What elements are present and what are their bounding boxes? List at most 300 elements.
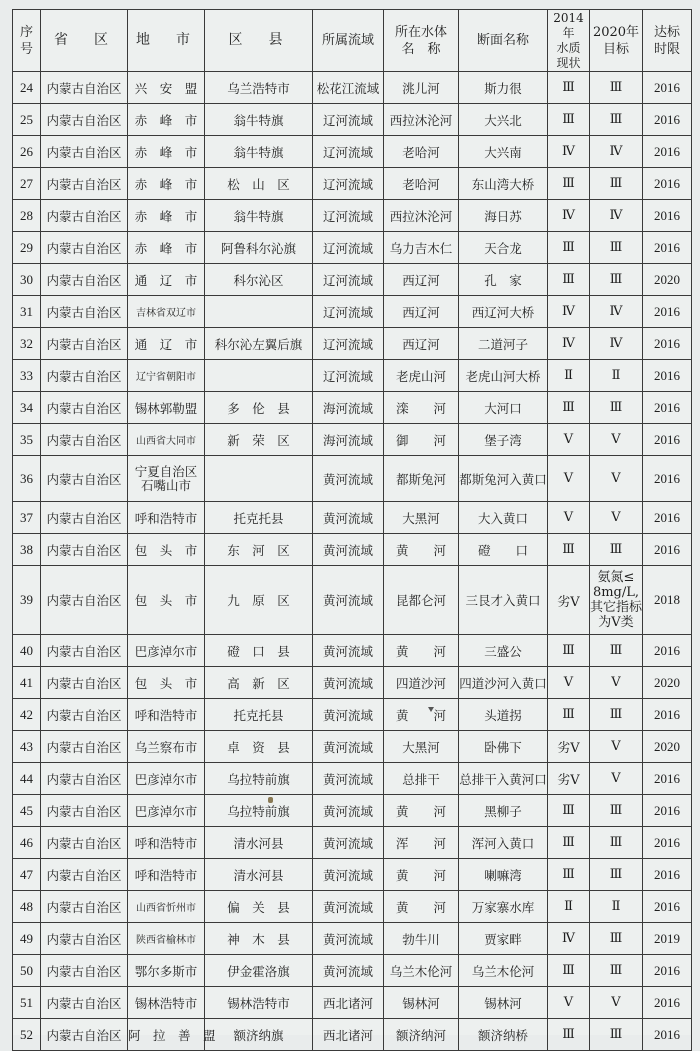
cell-basin: 黄河流域: [313, 699, 384, 731]
cell-basin: 辽河流域: [313, 360, 384, 392]
table-row: [13, 827, 692, 859]
table-row: [13, 955, 692, 987]
table-row: [13, 923, 692, 955]
cell-serial: 36: [13, 456, 41, 502]
cell-province: 内蒙古自治区: [41, 264, 128, 296]
cell-county: [205, 360, 313, 392]
cell-city: 呼和浩特市: [128, 699, 205, 731]
cell-status-2014: Ⅲ: [548, 232, 590, 264]
table-row: [13, 360, 692, 392]
cell-basin: 辽河流域: [313, 104, 384, 136]
cell-county: [205, 296, 313, 328]
cell-status-2014: Ⅲ: [548, 859, 590, 891]
cell-deadline: 2016: [643, 987, 692, 1019]
stain-mark: [268, 797, 273, 803]
cell-basin: 辽河流域: [313, 264, 384, 296]
cell-section: 海日苏: [459, 200, 548, 232]
cell-target-2020: 氨氮≤ 8mg/L, 其它指标 为Ⅴ类: [590, 566, 643, 635]
table-header-row: [13, 10, 692, 72]
cell-serial: 32: [13, 328, 41, 360]
header-basin: 所属流域: [313, 10, 384, 72]
cell-county: 翁牛特旗: [205, 104, 313, 136]
cell-county: 卓 资 县: [205, 731, 313, 763]
cell-county: 高 新 区: [205, 667, 313, 699]
cell-city: 山西省大同市: [128, 424, 205, 456]
cell-target-2020: Ⅴ: [590, 424, 643, 456]
cell-basin: 海河流域: [313, 424, 384, 456]
cell-section: 孔 家: [459, 264, 548, 296]
cell-city: 赤 峰 市: [128, 104, 205, 136]
cell-serial: 26: [13, 136, 41, 168]
table-row: [13, 795, 692, 827]
cell-deadline: 2016: [643, 955, 692, 987]
cell-water-body: 滦 河: [384, 392, 459, 424]
table-row: [13, 328, 692, 360]
cell-section: 万家寨水库: [459, 891, 548, 923]
cell-deadline: 2016: [643, 763, 692, 795]
cell-province: 内蒙古自治区: [41, 731, 128, 763]
cell-serial: 37: [13, 502, 41, 534]
cell-target-2020: Ⅴ: [590, 667, 643, 699]
cell-status-2014: Ⅲ: [548, 104, 590, 136]
cell-basin: 海河流域: [313, 392, 384, 424]
cell-city: 锡林浩特市: [128, 987, 205, 1019]
table-row: [13, 392, 692, 424]
cell-county: [205, 456, 313, 502]
cell-section: 三艮才入黄口: [459, 566, 548, 635]
cell-section: 堡子湾: [459, 424, 548, 456]
cell-basin: 黄河流域: [313, 502, 384, 534]
cell-deadline: 2020: [643, 264, 692, 296]
cell-target-2020: Ⅳ: [590, 296, 643, 328]
header-serial: 序 号: [13, 10, 41, 72]
cell-water-body: 黄 河: [384, 795, 459, 827]
table-row: [13, 232, 692, 264]
cell-county: 清水河县: [205, 859, 313, 891]
header-2020-target: 2020年 目标: [590, 10, 643, 72]
cell-status-2014: Ⅲ: [548, 72, 590, 104]
cell-status-2014: Ⅳ: [548, 136, 590, 168]
table-row: [13, 424, 692, 456]
cell-county: 阿鲁科尔沁旗: [205, 232, 313, 264]
cell-province: 内蒙古自治区: [41, 360, 128, 392]
cell-status-2014: Ⅱ: [548, 891, 590, 923]
cell-serial: 46: [13, 827, 41, 859]
cell-water-body: 大黑河: [384, 502, 459, 534]
cell-status-2014: Ⅳ: [548, 328, 590, 360]
water-quality-table: [12, 9, 692, 1051]
cell-serial: 44: [13, 763, 41, 795]
cell-target-2020: Ⅳ: [590, 136, 643, 168]
cell-water-body: 御 河: [384, 424, 459, 456]
table-row: [13, 72, 692, 104]
cell-deadline: 2016: [643, 1019, 692, 1051]
cell-basin: 黄河流域: [313, 731, 384, 763]
table-row: [13, 136, 692, 168]
header-section-name: 断面名称: [459, 10, 548, 72]
cell-deadline: 2016: [643, 392, 692, 424]
cell-target-2020: Ⅱ: [590, 360, 643, 392]
cell-city: 通 辽 市: [128, 264, 205, 296]
cell-deadline: 2016: [643, 328, 692, 360]
cell-water-body: 大黑河: [384, 731, 459, 763]
table-row: [13, 200, 692, 232]
cell-deadline: 2016: [643, 859, 692, 891]
cell-province: 内蒙古自治区: [41, 955, 128, 987]
cell-water-body: 黄 河: [384, 891, 459, 923]
cell-county: 托克托县: [205, 699, 313, 731]
cell-water-body: 乌兰木伦河: [384, 955, 459, 987]
cell-province: 内蒙古自治区: [41, 200, 128, 232]
cell-province: 内蒙古自治区: [41, 859, 128, 891]
cell-serial: 52: [13, 1019, 41, 1051]
table-row: [13, 296, 692, 328]
cell-county: 翁牛特旗: [205, 200, 313, 232]
cell-target-2020: Ⅲ: [590, 699, 643, 731]
cell-serial: 51: [13, 987, 41, 1019]
cell-water-body: 老哈河: [384, 168, 459, 200]
cell-city: 乌兰察布市: [128, 731, 205, 763]
cell-section: 锡林河: [459, 987, 548, 1019]
cell-province: 内蒙古自治区: [41, 1019, 128, 1051]
cell-serial: 45: [13, 795, 41, 827]
cell-section: 大兴南: [459, 136, 548, 168]
cell-serial: 43: [13, 731, 41, 763]
cell-status-2014: Ⅴ: [548, 987, 590, 1019]
cell-county: 九 原 区: [205, 566, 313, 635]
cell-section: 喇嘛湾: [459, 859, 548, 891]
cell-deadline: 2016: [643, 534, 692, 566]
cell-serial: 42: [13, 699, 41, 731]
ink-mark: [428, 707, 434, 712]
cell-basin: 黄河流域: [313, 635, 384, 667]
cell-water-body: 洮儿河: [384, 72, 459, 104]
cell-status-2014: Ⅲ: [548, 955, 590, 987]
cell-city: 通 辽 市: [128, 328, 205, 360]
cell-city: 宁夏自治区 石嘴山市: [128, 456, 205, 502]
cell-basin: 黄河流域: [313, 955, 384, 987]
cell-water-body: 黄 河: [384, 534, 459, 566]
cell-status-2014: 劣Ⅴ: [548, 763, 590, 795]
cell-section: 额济纳桥: [459, 1019, 548, 1051]
cell-city: 阿 拉 善 盟: [128, 1019, 205, 1051]
cell-deadline: 2016: [643, 232, 692, 264]
cell-basin: 辽河流域: [313, 168, 384, 200]
cell-target-2020: Ⅲ: [590, 72, 643, 104]
cell-status-2014: Ⅳ: [548, 296, 590, 328]
cell-section: 贾家畔: [459, 923, 548, 955]
cell-target-2020: Ⅲ: [590, 827, 643, 859]
cell-deadline: 2016: [643, 502, 692, 534]
cell-serial: 41: [13, 667, 41, 699]
cell-province: 内蒙古自治区: [41, 923, 128, 955]
cell-city: 山西省忻州市: [128, 891, 205, 923]
cell-target-2020: Ⅲ: [590, 635, 643, 667]
cell-target-2020: Ⅴ: [590, 731, 643, 763]
cell-deadline: 2016: [643, 827, 692, 859]
cell-serial: 29: [13, 232, 41, 264]
document-page: [12, 9, 691, 1043]
cell-county: 松 山 区: [205, 168, 313, 200]
cell-section: 老虎山河大桥: [459, 360, 548, 392]
cell-status-2014: Ⅳ: [548, 200, 590, 232]
cell-section: 西辽河大桥: [459, 296, 548, 328]
cell-county: 锡林浩特市: [205, 987, 313, 1019]
cell-section: 大入黄口: [459, 502, 548, 534]
cell-city: 陕西省榆林市: [128, 923, 205, 955]
cell-section: 二道河子: [459, 328, 548, 360]
cell-water-body: 西辽河: [384, 296, 459, 328]
cell-deadline: 2016: [643, 360, 692, 392]
cell-status-2014: Ⅲ: [548, 264, 590, 296]
table-row: [13, 763, 692, 795]
cell-water-body: 西拉沐沦河: [384, 104, 459, 136]
cell-province: 内蒙古自治区: [41, 296, 128, 328]
cell-serial: 35: [13, 424, 41, 456]
cell-target-2020: Ⅴ: [590, 456, 643, 502]
cell-basin: 西北诸河: [313, 1019, 384, 1051]
cell-province: 内蒙古自治区: [41, 987, 128, 1019]
cell-status-2014: Ⅴ: [548, 502, 590, 534]
cell-province: 内蒙古自治区: [41, 635, 128, 667]
cell-deadline: 2016: [643, 200, 692, 232]
cell-serial: 25: [13, 104, 41, 136]
header-water-body: 所在水体 名 称: [384, 10, 459, 72]
table-row: [13, 1019, 692, 1051]
cell-serial: 28: [13, 200, 41, 232]
cell-target-2020: Ⅴ: [590, 763, 643, 795]
cell-target-2020: Ⅴ: [590, 987, 643, 1019]
header-county: 区 县: [205, 10, 313, 72]
cell-basin: 黄河流域: [313, 667, 384, 699]
cell-status-2014: Ⅲ: [548, 168, 590, 200]
cell-serial: 27: [13, 168, 41, 200]
cell-water-body: 总排干: [384, 763, 459, 795]
cell-serial: 38: [13, 534, 41, 566]
cell-status-2014: Ⅲ: [548, 392, 590, 424]
cell-serial: 34: [13, 392, 41, 424]
cell-status-2014: Ⅲ: [548, 699, 590, 731]
cell-target-2020: Ⅲ: [590, 104, 643, 136]
cell-status-2014: 劣Ⅴ: [548, 566, 590, 635]
cell-county: 东 河 区: [205, 534, 313, 566]
cell-city: 巴彦淖尔市: [128, 763, 205, 795]
cell-target-2020: Ⅲ: [590, 392, 643, 424]
cell-province: 内蒙古自治区: [41, 566, 128, 635]
cell-province: 内蒙古自治区: [41, 763, 128, 795]
cell-province: 内蒙古自治区: [41, 795, 128, 827]
cell-province: 内蒙古自治区: [41, 232, 128, 264]
cell-target-2020: Ⅲ: [590, 232, 643, 264]
cell-province: 内蒙古自治区: [41, 534, 128, 566]
cell-county: 偏 关 县: [205, 891, 313, 923]
cell-section: 东山湾大桥: [459, 168, 548, 200]
cell-water-body: 都斯兔河: [384, 456, 459, 502]
cell-status-2014: Ⅴ: [548, 456, 590, 502]
cell-status-2014: Ⅱ: [548, 360, 590, 392]
cell-city: 鄂尔多斯市: [128, 955, 205, 987]
cell-city: 包 头 市: [128, 534, 205, 566]
cell-deadline: 2016: [643, 136, 692, 168]
cell-basin: 黄河流域: [313, 795, 384, 827]
cell-city: 呼和浩特市: [128, 827, 205, 859]
cell-target-2020: Ⅲ: [590, 955, 643, 987]
table-row: [13, 104, 692, 136]
cell-city: 包 头 市: [128, 566, 205, 635]
cell-province: 内蒙古自治区: [41, 699, 128, 731]
table-row: [13, 667, 692, 699]
cell-water-body: 锡林河: [384, 987, 459, 1019]
cell-deadline: 2016: [643, 891, 692, 923]
cell-target-2020: Ⅳ: [590, 328, 643, 360]
cell-section: 天合龙: [459, 232, 548, 264]
cell-target-2020: Ⅲ: [590, 168, 643, 200]
cell-water-body: 黄 河: [384, 859, 459, 891]
cell-serial: 31: [13, 296, 41, 328]
cell-section: 黑柳子: [459, 795, 548, 827]
cell-deadline: 2018: [643, 566, 692, 635]
cell-basin: 辽河流域: [313, 136, 384, 168]
cell-county: 伊金霍洛旗: [205, 955, 313, 987]
cell-target-2020: Ⅳ: [590, 200, 643, 232]
cell-province: 内蒙古自治区: [41, 891, 128, 923]
cell-target-2020: Ⅲ: [590, 264, 643, 296]
cell-basin: 辽河流域: [313, 232, 384, 264]
cell-status-2014: Ⅲ: [548, 534, 590, 566]
cell-province: 内蒙古自治区: [41, 72, 128, 104]
cell-water-body: 黄 河: [384, 635, 459, 667]
cell-status-2014: Ⅴ: [548, 424, 590, 456]
cell-target-2020: Ⅴ: [590, 502, 643, 534]
cell-target-2020: Ⅱ: [590, 891, 643, 923]
cell-basin: 辽河流域: [313, 328, 384, 360]
cell-target-2020: Ⅲ: [590, 923, 643, 955]
cell-serial: 50: [13, 955, 41, 987]
cell-basin: 黄河流域: [313, 891, 384, 923]
cell-city: 赤 峰 市: [128, 168, 205, 200]
cell-basin: 黄河流域: [313, 859, 384, 891]
cell-target-2020: Ⅲ: [590, 795, 643, 827]
cell-basin: 辽河流域: [313, 296, 384, 328]
cell-city: 巴彦淖尔市: [128, 635, 205, 667]
cell-water-body: 昆都仑河: [384, 566, 459, 635]
cell-city: 呼和浩特市: [128, 859, 205, 891]
cell-deadline: 2020: [643, 667, 692, 699]
cell-county: 磴 口 县: [205, 635, 313, 667]
cell-basin: 黄河流域: [313, 456, 384, 502]
cell-city: 包 头 市: [128, 667, 205, 699]
cell-deadline: 2019: [643, 923, 692, 955]
cell-county: 翁牛特旗: [205, 136, 313, 168]
cell-status-2014: Ⅳ: [548, 923, 590, 955]
table-row: [13, 502, 692, 534]
cell-county: 多 伦 县: [205, 392, 313, 424]
cell-basin: 黄河流域: [313, 566, 384, 635]
cell-section: 大兴北: [459, 104, 548, 136]
cell-province: 内蒙古自治区: [41, 104, 128, 136]
cell-target-2020: Ⅲ: [590, 859, 643, 891]
cell-county: 乌拉特前旗: [205, 795, 313, 827]
table-row: [13, 456, 692, 502]
cell-city: 赤 峰 市: [128, 136, 205, 168]
cell-water-body: 黄 河: [384, 699, 459, 731]
table-row: [13, 731, 692, 763]
cell-deadline: 2016: [643, 104, 692, 136]
cell-province: 内蒙古自治区: [41, 667, 128, 699]
cell-city: 吉林省双辽市: [128, 296, 205, 328]
cell-county: 新 荣 区: [205, 424, 313, 456]
header-province: 省 区: [41, 10, 128, 72]
cell-county: 乌拉特前旗: [205, 763, 313, 795]
cell-water-body: 乌力吉木仁: [384, 232, 459, 264]
cell-section: 三盛公: [459, 635, 548, 667]
cell-deadline: 2020: [643, 731, 692, 763]
cell-section: 磴 口: [459, 534, 548, 566]
table-row: [13, 264, 692, 296]
cell-province: 内蒙古自治区: [41, 502, 128, 534]
cell-status-2014: Ⅴ: [548, 667, 590, 699]
cell-province: 内蒙古自治区: [41, 168, 128, 200]
cell-deadline: 2016: [643, 699, 692, 731]
cell-county: 科尔沁左翼后旗: [205, 328, 313, 360]
table-row: [13, 168, 692, 200]
cell-basin: 黄河流域: [313, 534, 384, 566]
cell-basin: 黄河流域: [313, 763, 384, 795]
cell-serial: 40: [13, 635, 41, 667]
cell-target-2020: Ⅲ: [590, 534, 643, 566]
cell-water-body: 西拉沐沦河: [384, 200, 459, 232]
cell-basin: 黄河流域: [313, 923, 384, 955]
cell-county: 乌兰浩特市: [205, 72, 313, 104]
cell-province: 内蒙古自治区: [41, 827, 128, 859]
cell-province: 内蒙古自治区: [41, 136, 128, 168]
cell-city: 兴 安 盟: [128, 72, 205, 104]
cell-section: 大河口: [459, 392, 548, 424]
cell-section: 斯力很: [459, 72, 548, 104]
header-deadline: 达标 时限: [643, 10, 692, 72]
cell-serial: 33: [13, 360, 41, 392]
cell-province: 内蒙古自治区: [41, 456, 128, 502]
cell-county: 托克托县: [205, 502, 313, 534]
table-row: [13, 987, 692, 1019]
header-2014-status: 2014年 水质 现状: [548, 10, 590, 72]
cell-city: 巴彦淖尔市: [128, 795, 205, 827]
cell-deadline: 2016: [643, 456, 692, 502]
cell-county: 清水河县: [205, 827, 313, 859]
cell-water-body: 勃牛川: [384, 923, 459, 955]
cell-city: 赤 峰 市: [128, 232, 205, 264]
cell-basin: 黄河流域: [313, 827, 384, 859]
cell-water-body: 西辽河: [384, 264, 459, 296]
cell-section: 总排干入黄河口: [459, 763, 548, 795]
cell-deadline: 2016: [643, 72, 692, 104]
cell-section: 头道拐: [459, 699, 548, 731]
cell-deadline: 2016: [643, 424, 692, 456]
cell-water-body: 四道沙河: [384, 667, 459, 699]
cell-status-2014: Ⅲ: [548, 635, 590, 667]
cell-target-2020: Ⅲ: [590, 1019, 643, 1051]
cell-status-2014: 劣Ⅴ: [548, 731, 590, 763]
cell-deadline: 2016: [643, 795, 692, 827]
cell-city: 赤 峰 市: [128, 200, 205, 232]
cell-deadline: 2016: [643, 168, 692, 200]
cell-county: 神 木 县: [205, 923, 313, 955]
cell-serial: 39: [13, 566, 41, 635]
cell-city: 辽宁省朝阳市: [128, 360, 205, 392]
table-row: [13, 635, 692, 667]
cell-water-body: 额济纳河: [384, 1019, 459, 1051]
cell-section: 都斯兔河入黄口: [459, 456, 548, 502]
